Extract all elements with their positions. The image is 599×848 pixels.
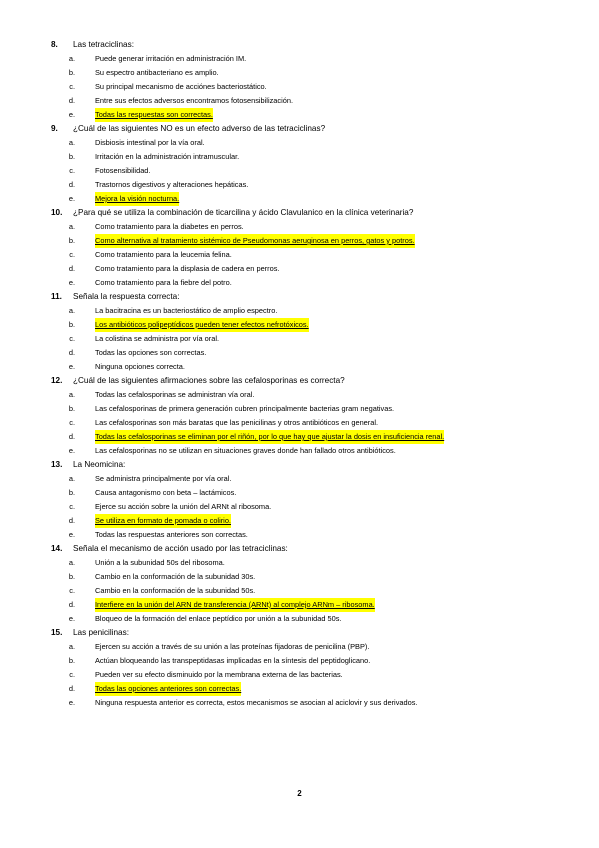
answer-option xyxy=(51,402,551,416)
option-letter: d. xyxy=(68,432,75,441)
answer-option xyxy=(51,556,551,570)
question-block xyxy=(51,122,551,206)
page-number: 2 xyxy=(297,789,302,798)
question-list xyxy=(51,38,551,710)
question-number: 10. xyxy=(51,208,63,217)
option-letter: c. xyxy=(69,250,75,259)
option-text: Irritación en la administración intramuscular. xyxy=(95,152,240,161)
answer-option xyxy=(51,472,551,486)
answer-option xyxy=(51,262,551,276)
question-header xyxy=(51,122,551,136)
question-text: ¿Cuál de las siguientes afirmaciones sobre las cefalosporinas es correcta? xyxy=(73,376,345,385)
option-text: Unión a la subunidad 50s del ribosoma. xyxy=(95,558,225,567)
option-letter: c. xyxy=(69,418,75,427)
question-number: 12. xyxy=(51,376,63,385)
option-text: Todas las cefalosporinas se eliminan por el riñón, por lo que hay que ajustar la dosis en insuficiencia renal. xyxy=(95,430,444,444)
question-block xyxy=(51,626,551,710)
question-header xyxy=(51,374,551,388)
question-header xyxy=(51,290,551,304)
option-text: Su principal mecanismo de acciónes bacteriostático. xyxy=(95,82,267,91)
option-text: Actúan bloqueando las transpeptidasas implicadas en la síntesis del peptidoglicano. xyxy=(95,656,371,665)
answer-option xyxy=(51,668,551,682)
option-letter: b. xyxy=(68,236,75,245)
option-text: Cambio en la conformación de la subunidad 50s. xyxy=(95,586,256,595)
option-letter: d. xyxy=(68,516,75,525)
answer-option xyxy=(51,332,551,346)
option-letter: c. xyxy=(69,166,75,175)
option-letter: e. xyxy=(68,614,75,623)
question-text: Señala la respuesta correcta: xyxy=(73,292,180,301)
option-letter: d. xyxy=(68,348,75,357)
answer-option xyxy=(51,528,551,542)
answer-option xyxy=(51,444,551,458)
option-text: Pueden ver su efecto disminuido por la membrana externa de las bacterias. xyxy=(95,670,343,679)
option-text: Bloqueo de la formación del enlace peptídico por unión a la subunidad 50s. xyxy=(95,614,342,623)
answer-option xyxy=(51,52,551,66)
question-block xyxy=(51,290,551,374)
answer-option xyxy=(51,570,551,584)
question-block xyxy=(51,38,551,122)
option-text: Como tratamiento para la leucemia felina. xyxy=(95,250,232,259)
answer-option xyxy=(51,416,551,430)
option-letter: a. xyxy=(68,54,75,63)
option-text: Todas las opciones anteriores son correctas. xyxy=(95,682,241,696)
question-block xyxy=(51,374,551,458)
option-letter: b. xyxy=(68,572,75,581)
option-text: Todas las cefalosporinas se administran vía oral. xyxy=(95,390,255,399)
option-text: Como tratamiento para la fiebre del potro. xyxy=(95,278,232,287)
option-letter: d. xyxy=(68,96,75,105)
question-number: 9. xyxy=(51,124,58,133)
option-text: Causa antagonismo con beta – lactámicos. xyxy=(95,488,237,497)
option-letter: a. xyxy=(68,474,75,483)
answer-option xyxy=(51,150,551,164)
option-text: Las cefalosporinas son más baratas que las penicilinas y otros antibióticos en general. xyxy=(95,418,379,427)
question-text: ¿Cuál de las siguientes NO es un efecto adverso de las tetraciclinas? xyxy=(73,124,326,133)
option-letter: b. xyxy=(68,68,75,77)
question-block xyxy=(51,542,551,626)
answer-option xyxy=(51,66,551,80)
option-text: Puede generar irritación en administración IM. xyxy=(95,54,247,63)
option-letter: a. xyxy=(68,222,75,231)
highlighted-answer-option xyxy=(51,108,551,122)
option-text: Entre sus efectos adversos encontramos fotosensibilización. xyxy=(95,96,294,105)
option-letter: a. xyxy=(68,558,75,567)
option-letter: c. xyxy=(69,334,75,343)
option-text: Ninguna respuesta anterior es correcta, estos mecanismos se asocian al aciclovir y sus derivados. xyxy=(95,698,418,707)
option-text: Se utiliza en formato de pomada o colirio. xyxy=(95,514,231,528)
option-text: Ejerce su acción sobre la unión del ARNt al ribosoma. xyxy=(95,502,272,511)
option-letter: b. xyxy=(68,152,75,161)
answer-option xyxy=(51,696,551,710)
option-text: Como tratamiento para la displasia de cadera en perros. xyxy=(95,264,280,273)
option-letter: d. xyxy=(68,600,75,609)
answer-option xyxy=(51,304,551,318)
question-number: 11. xyxy=(51,292,62,301)
option-letter: c. xyxy=(69,586,75,595)
option-letter: e. xyxy=(68,110,75,119)
answer-option xyxy=(51,612,551,626)
option-letter: e. xyxy=(68,278,75,287)
answer-option xyxy=(51,388,551,402)
question-block xyxy=(51,458,551,542)
option-letter: e. xyxy=(68,530,75,539)
answer-option xyxy=(51,178,551,192)
option-letter: b. xyxy=(68,488,75,497)
question-number: 15. xyxy=(51,628,63,637)
option-letter: d. xyxy=(68,684,75,693)
option-letter: c. xyxy=(69,82,75,91)
answer-option xyxy=(51,136,551,150)
option-letter: e. xyxy=(68,446,75,455)
option-letter: e. xyxy=(68,698,75,707)
highlighted-answer-option xyxy=(51,430,551,444)
option-letter: d. xyxy=(68,180,75,189)
highlighted-answer-option xyxy=(51,318,551,332)
highlighted-answer-option xyxy=(51,598,551,612)
answer-option xyxy=(51,80,551,94)
option-letter: b. xyxy=(68,320,75,329)
option-text: Todas las respuestas son correctas. xyxy=(95,108,213,122)
question-text: Las penicilinas: xyxy=(73,628,129,637)
option-letter: c. xyxy=(69,502,75,511)
option-text: Las cefalosporinas no se utilizan en situaciones graves donde han fallado otros antibióticos. xyxy=(95,446,396,455)
option-text: Interfiere en la unión del ARN de transferencia (ARNt) al complejo ARNm – ribosoma. xyxy=(95,598,375,612)
highlighted-answer-option xyxy=(51,192,551,206)
highlighted-answer-option xyxy=(51,514,551,528)
option-letter: d. xyxy=(68,264,75,273)
question-header xyxy=(51,458,551,472)
question-header xyxy=(51,206,551,220)
highlighted-answer-option xyxy=(51,682,551,696)
option-letter: a. xyxy=(68,642,75,651)
option-text: Los antibióticos polipeptídicos pueden tener efectos nefrotóxicos. xyxy=(95,318,309,332)
option-text: Cambio en la conformación de la subunidad 30s. xyxy=(95,572,256,581)
option-text: Ninguna opciones correcta. xyxy=(95,362,185,371)
answer-option xyxy=(51,360,551,374)
answer-option xyxy=(51,640,551,654)
option-text: Se administra principalmente por vía oral. xyxy=(95,474,232,483)
question-header xyxy=(51,542,551,556)
answer-option xyxy=(51,346,551,360)
answer-option xyxy=(51,94,551,108)
option-text: Su espectro antibacteriano es amplio. xyxy=(95,68,219,77)
option-text: Mejora la visión nocturna. xyxy=(95,192,179,206)
answer-option xyxy=(51,276,551,290)
question-text: La Neomicina: xyxy=(73,460,126,469)
option-text: Como alternativa al tratamiento sistémico de Pseudomonas aeruginosa en perros, gatos y potros. xyxy=(95,234,415,248)
option-text: Como tratamiento para la diabetes en perros. xyxy=(95,222,244,231)
option-text: Todas las respuestas anteriores son correctas. xyxy=(95,530,248,539)
highlighted-answer-option xyxy=(51,234,551,248)
question-number: 14. xyxy=(51,544,63,553)
answer-option xyxy=(51,654,551,668)
question-text: ¿Para qué se utiliza la combinación de ticarcilina y ácido Clavulanico en la clínica veterinaria? xyxy=(73,208,414,217)
option-letter: b. xyxy=(68,656,75,665)
option-text: Todas las opciones son correctas. xyxy=(95,348,207,357)
question-text: Las tetraciclinas: xyxy=(73,40,134,49)
answer-option xyxy=(51,164,551,178)
option-text: Disbiosis intestinal por la vía oral. xyxy=(95,138,205,147)
option-letter: c. xyxy=(69,670,75,679)
option-text: Fotosensibilidad. xyxy=(95,166,151,175)
question-text: Señala el mecanismo de acción usado por las tetraciclinas: xyxy=(73,544,288,553)
option-letter: a. xyxy=(68,306,75,315)
option-text: La colistina se administra por vía oral. xyxy=(95,334,220,343)
option-text: Las cefalosporinas de primera generación cubren principalmente bacterias gram negativas. xyxy=(95,404,395,413)
answer-option xyxy=(51,248,551,262)
answer-option xyxy=(51,584,551,598)
option-letter: a. xyxy=(68,390,75,399)
question-block xyxy=(51,206,551,290)
option-text: Ejercen su acción a través de su unión a las proteínas fijadoras de penicilina (PBP). xyxy=(95,642,370,651)
option-letter: b. xyxy=(68,404,75,413)
question-header xyxy=(51,38,551,52)
question-header xyxy=(51,626,551,640)
question-number: 8. xyxy=(51,40,58,49)
option-letter: a. xyxy=(68,138,75,147)
answer-option xyxy=(51,500,551,514)
answer-option xyxy=(51,220,551,234)
option-text: Trastornos digestivos y alteraciones hepáticas. xyxy=(95,180,249,189)
answer-option xyxy=(51,486,551,500)
option-text: La bacitracina es un bacteriostático de amplio espectro. xyxy=(95,306,278,315)
option-letter: e. xyxy=(68,194,75,203)
option-letter: e. xyxy=(68,362,75,371)
question-number: 13. xyxy=(51,460,63,469)
